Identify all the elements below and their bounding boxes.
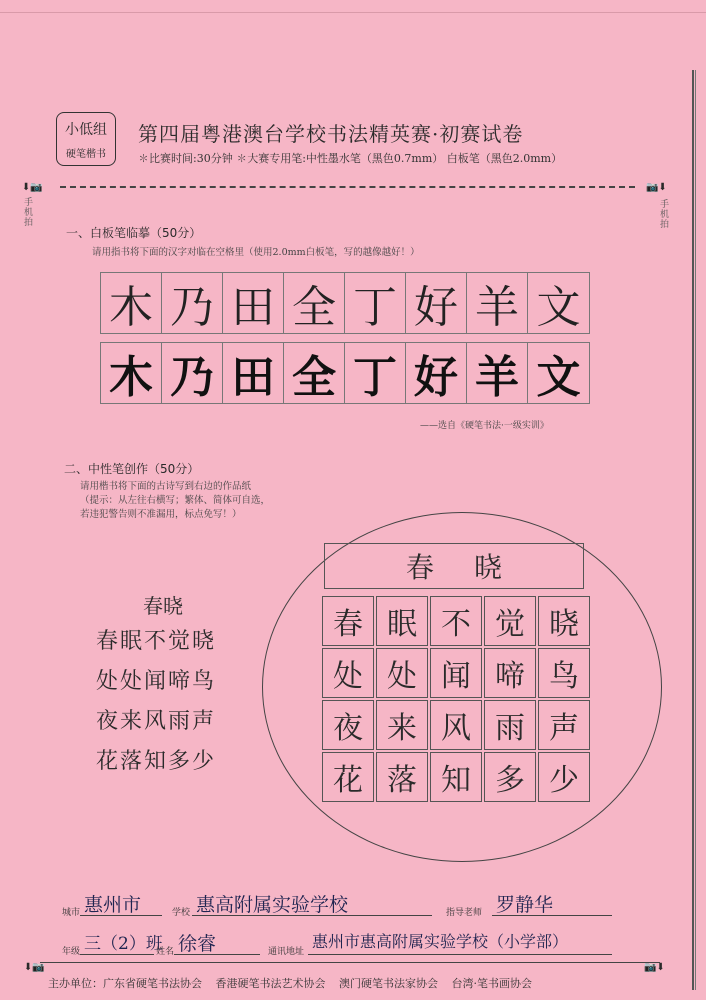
section1-note: 请用指书将下面的汉字对临在空格里（使用2.0mm白板笔，写的越像越好！） [92, 247, 420, 258]
style-label: 硬笔楷书 [66, 149, 106, 160]
work-cell: 多 [484, 752, 536, 802]
grid-cell: 丁 [345, 343, 406, 403]
grid-cell: 全 [284, 343, 345, 403]
tracing-row-model [100, 342, 590, 404]
work-cell: 眠 [376, 596, 428, 646]
address-underline [308, 954, 612, 955]
page-title: 第四届粤港澳台学校书法精英赛·初赛试卷 [138, 122, 524, 146]
source-citation: ——选自《硬笔书法·一级实训》 [420, 421, 549, 431]
top-border-line [0, 12, 706, 13]
work-cell: 春 [322, 596, 374, 646]
work-cell: 花 [322, 752, 374, 802]
teacher-value[interactable]: 罗静华 [496, 894, 554, 916]
work-cell: 风 [430, 700, 482, 750]
work-cell: 处 [376, 648, 428, 698]
grid-cell: 文 [536, 352, 581, 403]
group-badge [56, 112, 116, 166]
grid-cell: 羊 [467, 343, 528, 403]
group-label: 小低组 [65, 122, 107, 138]
grid-cell: 丁 [345, 273, 406, 333]
note-line: （提示：从左往右横写；繁体、简体可自选， [80, 495, 271, 506]
page-subtitle: ✽比赛时间:30分钟 ✽大赛专用笔:中性墨水笔（黑色0.7mm） 白板笔（黑色2.0mm） [138, 152, 563, 165]
tracing-row-written [100, 272, 590, 334]
school-label: 学校 [172, 908, 191, 918]
grid-cell: 文 [536, 282, 581, 333]
work-cell: 雨 [484, 700, 536, 750]
vertical-note-right: 手机拍 [660, 200, 670, 230]
right-binding-edge [692, 70, 696, 990]
grid-cell: 木 [101, 273, 162, 333]
grade-underline [80, 954, 154, 955]
name-underline [174, 954, 260, 955]
poem-line: 夜来风雨声 [96, 709, 217, 734]
name-value[interactable]: 徐睿 [178, 933, 217, 955]
city-value[interactable]: 惠州市 [84, 894, 142, 916]
camera-icon-bottom-left: ⬇📷 [24, 962, 45, 973]
work-title: 春晓 [324, 543, 584, 589]
address-value[interactable]: 惠州市惠高附属实验学校（小学部） [312, 932, 569, 951]
grid-cell: 好 [406, 273, 467, 333]
work-cell: 觉 [484, 596, 536, 646]
poem-title: 春晓 [143, 594, 183, 618]
school-value[interactable]: 惠高附属实验学校 [196, 894, 349, 916]
grid-cell: 全 [284, 273, 345, 333]
section2-note [80, 480, 270, 522]
work-cell: 鸟 [538, 648, 590, 698]
grid-cell: 乃 [162, 343, 223, 403]
header-divider [60, 186, 635, 188]
grid-cell: 羊 [467, 273, 528, 333]
camera-icon-right: 📷⬇ [646, 182, 667, 193]
work-cell: 夜 [322, 700, 374, 750]
grid-cell: 田 [223, 343, 284, 403]
poem-line: 春眠不觉晓 [96, 629, 217, 654]
work-cell: 不 [430, 596, 482, 646]
poem-line: 花落知多少 [96, 749, 217, 774]
grid-cell: 木 [101, 343, 162, 403]
work-cell: 少 [538, 752, 590, 802]
address-label: 通讯地址 [268, 947, 305, 957]
work-cell: 知 [430, 752, 482, 802]
work-grid [322, 596, 590, 802]
name-label: 姓名 [156, 947, 175, 957]
poem-line: 处处闻啼鸟 [96, 669, 217, 694]
grade-value[interactable]: 三（2）班 [84, 934, 163, 954]
grid-cell: 田 [223, 273, 284, 333]
note-line: 若违犯警告则不准漏用，标点免写！） [80, 509, 242, 520]
grid-cell: 乃 [162, 273, 223, 333]
vertical-note-left: 手机拍 [24, 198, 34, 228]
city-underline [80, 915, 162, 916]
work-cell: 晓 [538, 596, 590, 646]
work-cell: 处 [322, 648, 374, 698]
organizers-footer: 主办单位：广东省硬笔书法协会 香港硬笔书法艺术协会 澳门硬笔书法家协会 台湾·笔书画协会 [48, 977, 532, 990]
school-underline [192, 915, 432, 916]
grid-cell: 好 [406, 343, 467, 403]
footer-divider [40, 962, 660, 963]
note-line: 请用楷书将下面的古诗写到右边的作品纸 [80, 481, 252, 492]
camera-icon-left: ⬇📷 [22, 182, 43, 193]
work-cell: 声 [538, 700, 590, 750]
work-cell: 来 [376, 700, 428, 750]
teacher-underline [492, 915, 612, 916]
city-label: 城市 [62, 908, 81, 918]
section2-heading: 二、中性笔创作（50分） [64, 462, 200, 476]
grade-label: 年级 [62, 947, 81, 957]
work-cell: 闻 [430, 648, 482, 698]
work-cell: 啼 [484, 648, 536, 698]
section1-heading: 一、白板笔临摹（50分） [66, 226, 202, 240]
camera-icon-bottom-right: 📷⬇ [644, 962, 665, 973]
teacher-label: 指导老师 [446, 908, 483, 918]
work-cell: 落 [376, 752, 428, 802]
